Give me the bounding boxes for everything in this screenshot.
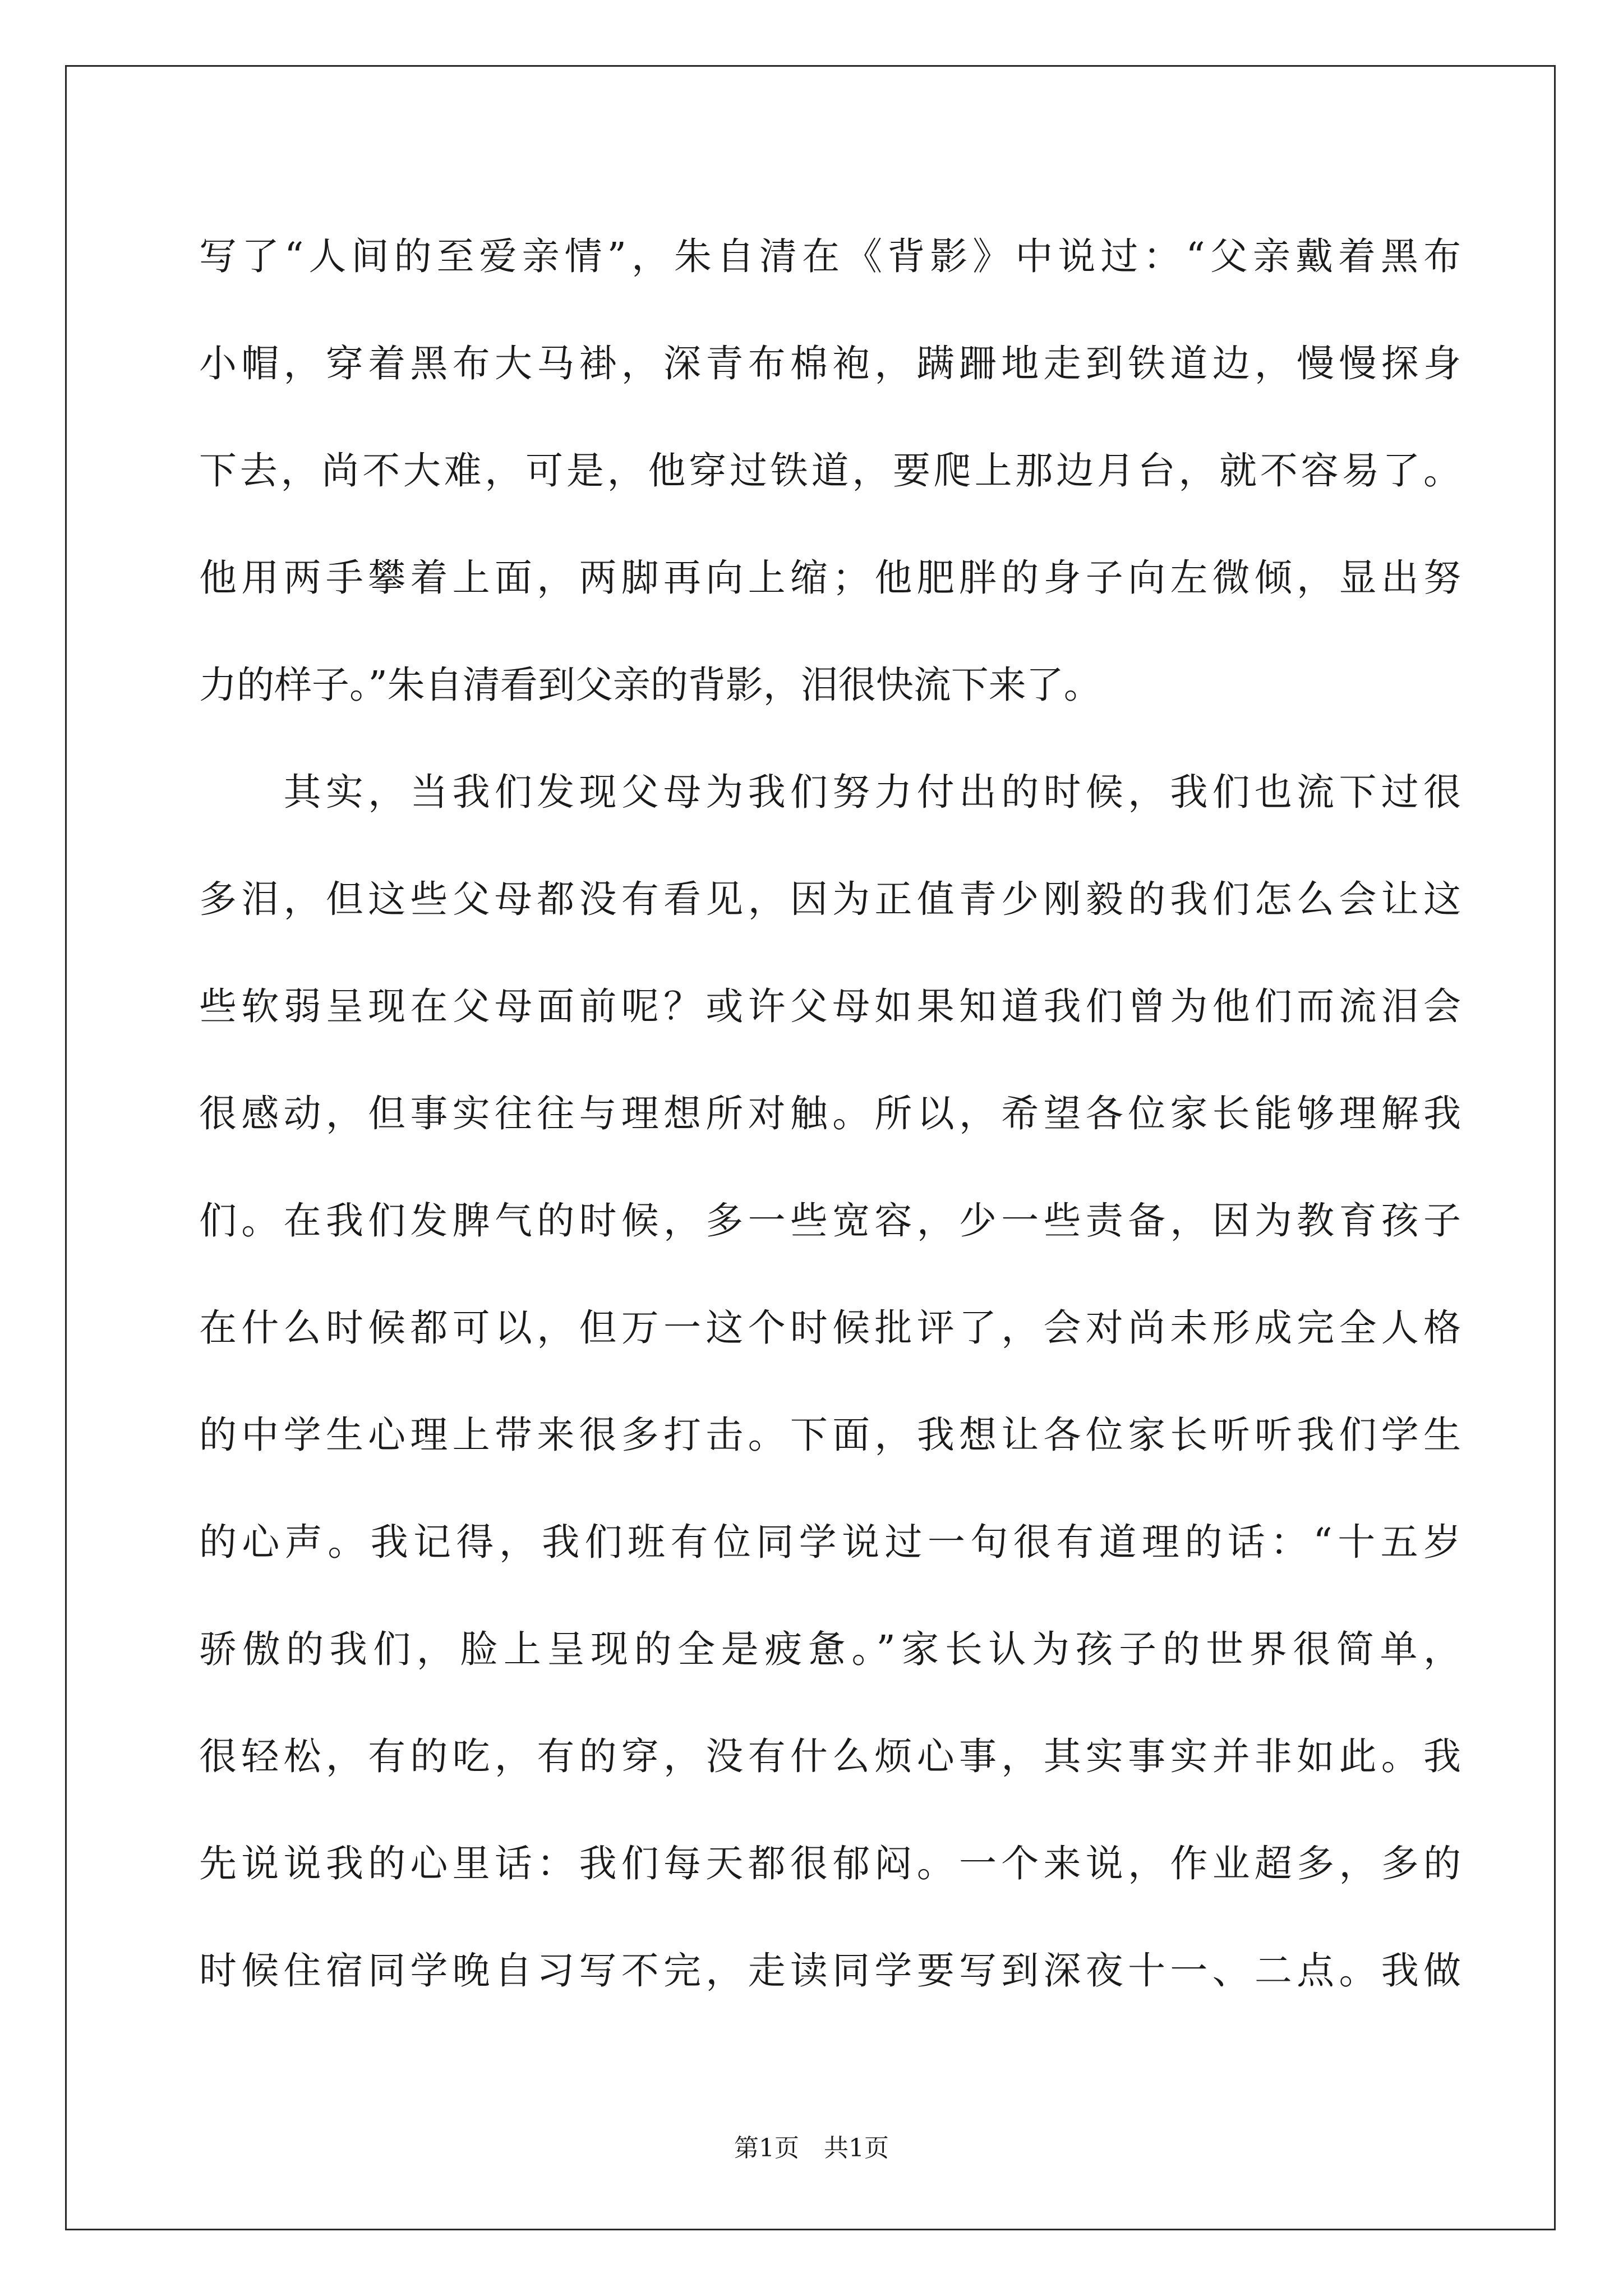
document-body <box>199 203 1461 2024</box>
text-line: 骄傲的我们，脸上呈现的全是疲惫。”家长认为孩子的世界很简单， <box>199 1627 1461 1671</box>
text-line: 他用两手攀着上面，两脚再向上缩；他肥胖的身子向左微倾，显出努 <box>199 556 1461 600</box>
text-line: 下去，尚不大难，可是，他穿过铁道，要爬上那边月台，就不容易了。 <box>199 449 1461 493</box>
text-line: 时候住宿同学晚自习写不完，走读同学要写到深夜十一、二点。我做 <box>199 1949 1461 1993</box>
text-line: 很轻松，有的吃，有的穿，没有什么烦心事，其实事实并非如此。我 <box>199 1734 1461 1778</box>
text-line: 很感动，但事实往往与理想所对触。所以，希望各位家长能够理解我 <box>199 1092 1461 1135</box>
text-line: 们。在我们发脾气的时候，多一些宽容，少一些责备，因为教育孩子 <box>199 1199 1461 1243</box>
page-number-footer: 第1页 共1页 <box>734 2134 889 2162</box>
text-line: 其实，当我们发现父母为我们努力付出的时候，我们也流下过很 <box>199 770 1461 814</box>
text-line: 力的样子。”朱自清看到父亲的背影，泪很快流下来了。 <box>199 663 1101 707</box>
text-line: 些软弱呈现在父母面前呢？或许父母如果知道我们曾为他们而流泪会 <box>199 984 1461 1028</box>
text-line: 的心声。我记得，我们班有位同学说过一句很有道理的话：“十五岁 <box>199 1520 1461 1564</box>
text-line: 的中学生心理上带来很多打击。下面，我想让各位家长听听我们学生 <box>199 1413 1461 1457</box>
text-line: 写了“人间的至爱亲情”，朱自清在《背影》中说过：“父亲戴着黑布 <box>199 234 1461 278</box>
text-line: 多泪，但这些父母都没有看见，因为正值青少刚毅的我们怎么会让这 <box>199 877 1461 921</box>
text-line: 在什么时候都可以，但万一这个时候批评了，会对尚未形成完全人格 <box>199 1306 1461 1350</box>
text-line: 小帽，穿着黑布大马褂，深青布棉袍，蹒跚地走到铁道边，慢慢探身 <box>199 342 1461 385</box>
text-line: 先说说我的心里话：我们每天都很郁闷。一个来说，作业超多，多的 <box>199 1842 1461 1885</box>
